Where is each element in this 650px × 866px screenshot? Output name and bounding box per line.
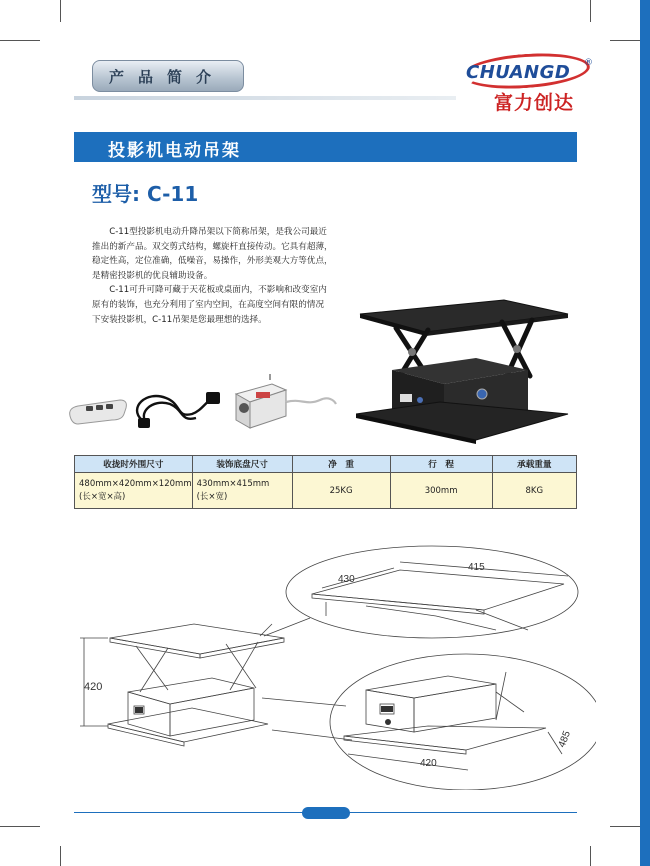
power-cable-icon — [132, 384, 224, 430]
col-stroke: 行 程 — [390, 456, 492, 473]
crop-mark — [590, 0, 591, 22]
page-number-pill — [302, 807, 350, 819]
registered-mark: ® — [584, 58, 593, 68]
page-title: 投影机电动吊架 — [108, 141, 241, 161]
dim-label-430: 430 — [338, 574, 355, 585]
crop-mark — [610, 826, 640, 827]
dim-label-485: 485 — [556, 729, 574, 750]
dimension-drawing — [76, 540, 596, 790]
crop-mark — [0, 40, 40, 41]
cell-stroke: 300mm — [390, 473, 492, 509]
logo-wordmark: CHUANGD — [466, 62, 571, 83]
crop-mark — [610, 40, 640, 41]
cell-load: 8KG — [492, 473, 576, 509]
cell-outer-size: 480mm×420mm×120mm (长×宽×高) — [75, 473, 193, 509]
product-description — [92, 225, 362, 327]
section-tab — [92, 60, 244, 92]
model-number: 型号: C-11 — [92, 182, 199, 206]
receiver-box-icon — [226, 372, 338, 434]
crop-mark — [0, 826, 40, 827]
brand-logo — [458, 52, 598, 114]
crop-mark — [60, 846, 61, 866]
col-outer-size: 收拢时外围尺寸 — [75, 456, 193, 473]
cell-weight: 25KG — [292, 473, 390, 509]
spec-table — [74, 455, 577, 509]
product-photo — [356, 296, 570, 446]
edge-strip — [640, 0, 650, 866]
table-header-row — [75, 456, 577, 473]
dim-label-415: 415 — [468, 562, 485, 573]
col-load: 承载重量 — [492, 456, 576, 473]
header-rule — [74, 96, 456, 100]
col-plate-size: 装饰底盘尺寸 — [192, 456, 292, 473]
logo-chinese-name: 富力创达 — [494, 92, 575, 114]
dim-label-width: 420 — [420, 758, 437, 769]
description-paragraph: C-11可升可降可藏于天花板或桌面内，不影响和改变室内 原有的装饰，也充分利用了室内空间，在高度空间有限的情况 下安装投影机，C-11吊架是您最理想的选择。 — [92, 285, 327, 325]
crop-mark — [60, 0, 61, 22]
section-tab-label: 产品简介 — [109, 68, 226, 86]
crop-mark — [590, 846, 591, 866]
dim-label-height: 420 — [84, 681, 103, 693]
remote-control-icon — [66, 396, 130, 426]
description-paragraph: C-11型投影机电动升降吊架以下简称吊架，是我公司最近 推出的新产品。双交剪式结构，螺旋杆直接传动。它具有超薄， 稳定性高，定位准确，低噪音，易操作，外形美观大方等优点， 是精密投影机的优良辅助设备。 — [92, 227, 333, 281]
cell-plate-size: 430mm×415mm (长×宽) — [192, 473, 292, 509]
title-bar — [74, 132, 577, 162]
table-row — [75, 473, 577, 509]
col-weight: 净 重 — [292, 456, 390, 473]
